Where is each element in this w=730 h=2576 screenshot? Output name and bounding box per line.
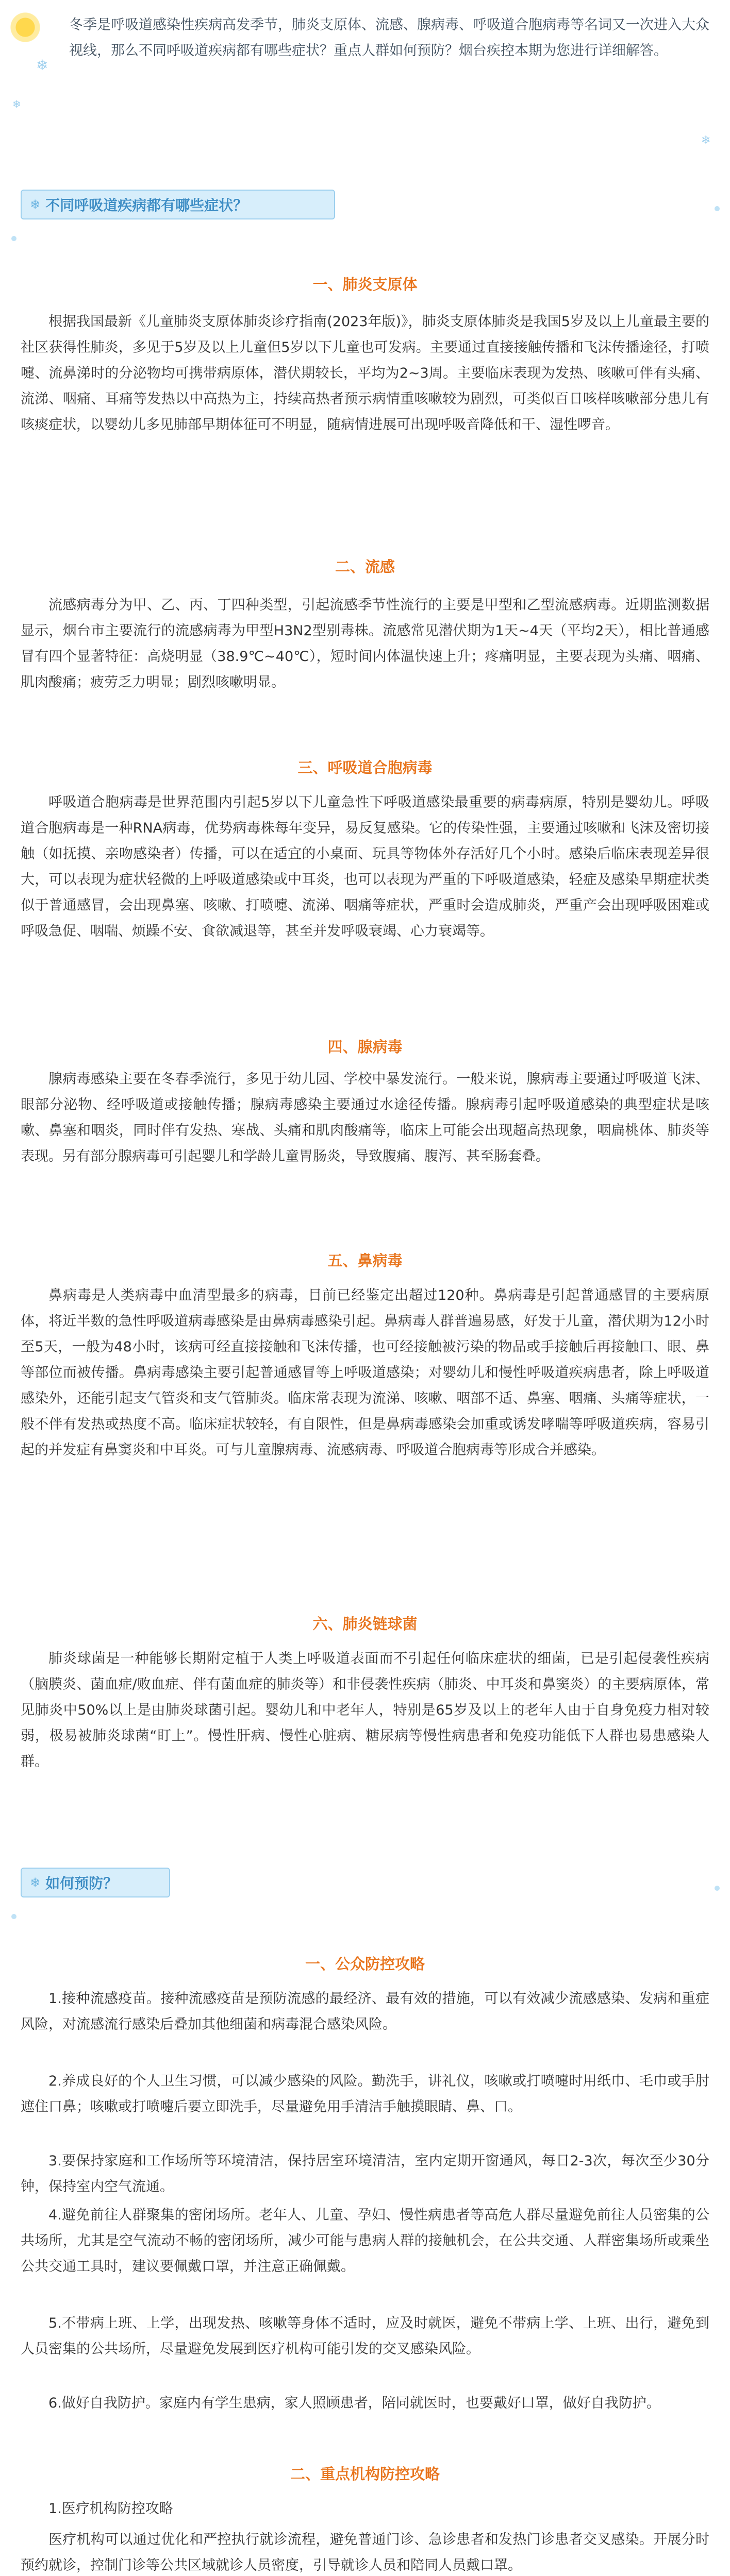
disease-body-influenza: 流感病毒分为甲、乙、丙、丁四种类型，引起流感季节性流行的主要是甲型和乙型流感病毒。近期监测数据显示，烟台市主要流行的流感病毒为甲型H3N2型别毒株。流感常见潜伏期为1天~4天（平均2天），相比普通感冒有四个显著特征：高烧明显（38.9℃~40℃），短时间内体温快速上升；疼痛明显，主要表现为头痛、咽痛、肌肉酸痛；疲劳乏力明显；剧烈咳嗽明显。 — [21, 597, 709, 690]
disease-title-mycoplasma: 一、肺炎支原体 — [312, 276, 418, 293]
section-header-symptoms — [21, 190, 335, 219]
public-tip: 2.养成良好的个人卫生习惯，可以减少感染的风险。勤洗手，讲礼仪，咳嗽或打喷嚏时用纸巾、毛巾或手肘遮住口鼻；咳嗽或打喷嚏后要立即洗手，尽量避免用手清洁手触摸眼睛、鼻、口。 — [21, 2073, 709, 2115]
disease-body-rsv: 呼吸道合胞病毒是世界范围内引起5岁以下儿童急性下呼吸道感染最重要的病毒病原，特别是婴幼儿。呼吸道合胞病毒是一种RNA病毒，优势病毒株每年变异，易反复感染。它的传染性强，主要通过咳嗽和飞沫及密切接触（如抚摸、亲吻感染者）传播，可以在适宜的小桌面、玩具等物体外存活好几个小时。感染后临床表现差异很大，可以表现为症状轻微的上呼吸道感染或中耳炎，也可以表现为严重的下呼吸道感染，轻症及感染早期症状类似于普通感冒，会出现鼻塞、咳嗽、打喷嚏、流涕、咽痛等症状，严重时会造成肺炎，严重产会出现呼吸困难或呼吸急促、咽喘、烦躁不安、食欲减退等，甚至并发呼吸衰竭、心力衰竭等。 — [21, 794, 709, 939]
disease-title-rhinovirus: 五、鼻病毒 — [327, 1252, 403, 1269]
divider-dot — [715, 206, 720, 211]
public-tip: 6.做好自我防护。家庭内有学生患病，家人照顾患者，陪同就医时，也要戴好口罩，做好自我防护。 — [48, 2395, 660, 2411]
snowflake-icon: ❄ — [36, 57, 48, 74]
divider-dot — [715, 1886, 720, 1891]
disease-body-rhinovirus: 鼻病毒是人类病毒中血清型最多的病毒，目前已经鉴定出超过120种。鼻病毒是引起普通感冒的主要病原体，将近半数的急性呼吸道病毒感染是由鼻病毒感染引起。鼻病毒人群普遍易感，好发于儿童，潜伏期为12小时至5天，一般为48小时，该病可经直接接触和飞沫传播，也可经接触被污染的物品或手接触后再接触口、眼、鼻等部位而被传播。鼻病毒感染主要引起普通感冒等上呼吸道感染；对婴幼儿和慢性呼吸道疾病患者，除上呼吸道感染外，还能引起支气管炎和支气管肺炎。临床常表现为流涕、咳嗽、咽部不适、鼻塞、咽痛、头痛等症状，一般不伴有发热或热度不高。临床症状较轻，有自限性，但是鼻病毒感染会加重或诱发哮喘等呼吸道疾病，容易引起的并发症有鼻窦炎和中耳炎。可与儿童腺病毒、流感病毒、呼吸道合胞病毒等形成合并感染。 — [21, 1287, 709, 1458]
section-header-title: 如何预防？ — [45, 1875, 118, 1892]
disease-title-influenza: 二、流感 — [335, 558, 395, 575]
sun-decoration-icon — [3, 5, 47, 49]
part-title-public: 一、公众防控攻略 — [305, 1955, 425, 1973]
disease-body-mycoplasma: 根据我国最新《儿童肺炎支原体肺炎诊疗指南(2023年版)》，肺炎支原体肺炎是我国5岁及以上儿童最主要的社区获得性肺炎，多见于5岁及以上儿童但5岁以下儿童也可发病。主要通过直接接触传播和飞沫传播途径，打喷嚏、流鼻涕时的分泌物均可携带病原体，潜伏期较长，平均为2~3周。主要临床表现为发热、咳嗽可伴有头痛、流涕、咽痛、耳痛等发热以中高热为主，持续高热者预示病情重咳嗽较为剧烈，可类似百日咳样咳嗽部分患儿有咳痰症状，以婴幼儿多见肺部早期体征可不明显，随病情进展可出现呼吸音降低和干、湿性啰音。 — [21, 314, 709, 433]
public-tip: 3.要保持家庭和工作场所等环境清洁，保持居室环境清洁，室内定期开窗通风，每日2-3次，每次至少30分钟，保持室内空气流通。 — [21, 2153, 709, 2195]
section-header-prevention — [21, 1868, 170, 1897]
institution-subheading: 1.医疗机构防控攻略 — [48, 2501, 173, 2517]
divider-dot — [11, 1914, 16, 1919]
disease-body-adenovirus: 腺病毒感染主要在冬春季流行，多见于幼儿园、学校中暴发流行。一般来说，腺病毒主要通过呼吸道飞沫、眼部分泌物、经呼吸道或接触传播；腺病毒感染主要通过水途径传播。腺病毒引起呼吸道感染的典型症状是咳嗽、鼻塞和咽炎，同时伴有发热、寒战、头痛和肌肉酸痛等，临床上可能会出现超高热现象，咽扁桃体、肺炎等表现。另有部分腺病毒可引起婴儿和学龄儿童胃肠炎，导致腹痛、腹泻、甚至肠套叠。 — [21, 1071, 709, 1164]
disease-body-pneumococcus: 肺炎球菌是一种能够长期附定植于人类上呼吸道表面而不引起任何临床症状的细菌，已是引起侵袭性疾病（脑膜炎、菌血症/败血症、伴有菌血症的肺炎等）和非侵袭性疾病（肺炎、中耳炎和鼻窦炎）的主要病原体，常见肺炎中50%以上是由肺炎球菌引起。婴幼儿和中老年人，特别是65岁及以上的老年人由于自身免疫力相对较弱，极易被肺炎球菌“盯上”。慢性肝病、慢性心脏病、糖尿病等慢性病患者和免疫功能低下人群也易患感染人群。 — [21, 1651, 709, 1770]
snowflake-icon: ❄ — [30, 1875, 41, 1890]
public-tip: 5.不带病上班、上学，出现发热、咳嗽等身体不适时，应及时就医，避免不带病上学、上班、出行，避免到人员密集的公共场所，尽量避免发展到医疗机构可能引发的交叉感染风险。 — [21, 2315, 709, 2357]
section-header-title: 不同呼吸道疾病都有哪些症状？ — [45, 197, 248, 214]
snowflake-icon: ❄ — [30, 197, 41, 212]
public-tip: 4.避免前往人群聚集的密闭场所。老年人、儿童、孕妇、慢性病患者等高危人群尽量避免前往人员密集的公共场所，尤其是空气流动不畅的密闭场所，减少可能与患病人群的接触机会，在公共交通、人群密集场所或乘坐公共交通工具时，建议要佩戴口罩，并注意正确佩戴。 — [21, 2207, 709, 2275]
disease-title-adenovirus: 四、腺病毒 — [327, 1038, 403, 1056]
snowflake-icon: ❄ — [12, 98, 21, 110]
disease-title-pneumococcus: 六、肺炎链球菌 — [312, 1615, 418, 1633]
intro-paragraph: 冬季是呼吸道感染性疾病高发季节，肺炎支原体、流感、腺病毒、呼吸道合胞病毒等名词又一次进入大众视线，那么不同呼吸道疾病都有哪些症状？重点人群如何预防？烟台疾控本期为您进行详细解答。 — [69, 17, 709, 59]
part-title-institutions: 二、重点机构防控攻略 — [290, 2465, 440, 2483]
divider-dot — [11, 236, 16, 241]
public-tip: 1.接种流感疫苗。接种流感疫苗是预防流感的最经济、最有效的措施，可以有效减少流感感染、发病和重症风险，对流感流行感染后叠加其他细菌和病毒混合感染风险。 — [21, 1991, 709, 2032]
disease-title-rsv: 三、呼吸道合胞病毒 — [297, 759, 433, 776]
institution-tip: 医疗机构可以通过优化和严控执行就诊流程，避免普通门诊、急诊患者和发热门诊患者交叉感染。开展分时预约就诊，控制门诊等公共区域就诊人员密度，引导就诊人员和陪同人员戴口罩。 — [21, 2532, 709, 2573]
snowflake-icon: ❄ — [701, 134, 711, 147]
